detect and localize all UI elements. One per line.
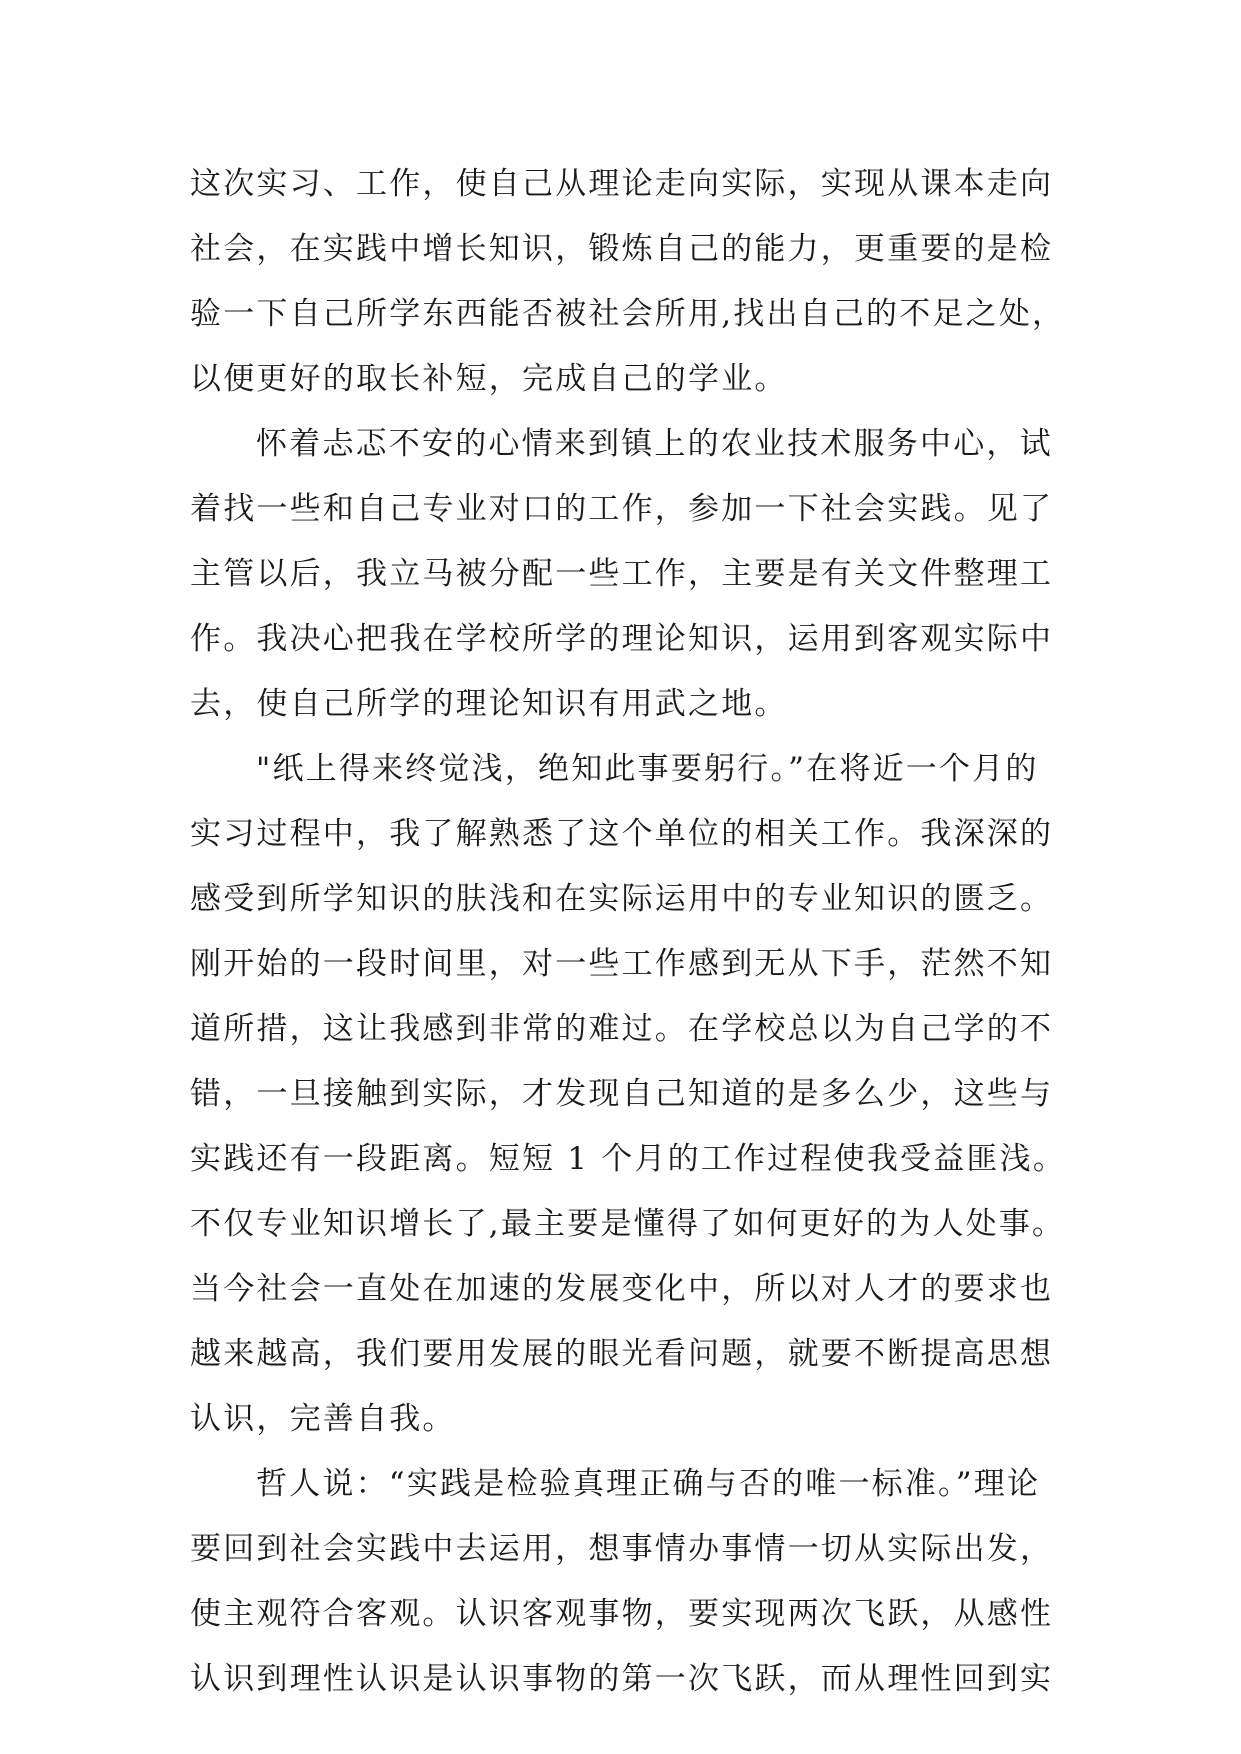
text-line: 作。我决心把我在学校所学的理论知识，运用到客观实际中 xyxy=(190,621,1054,657)
text-line: 着找一些和自己专业对口的工作，参加一下社会实践。见了 xyxy=(190,491,1054,527)
text-line: 感受到所学知识的肤浅和在实际运用中的专业知识的匮乏。 xyxy=(190,881,1054,917)
text-line: 越来越高，我们要用发展的眼光看问题，就要不断提高思想 xyxy=(190,1336,1054,1372)
text-line: 这次实习、工作，使自己从理论走向实际，实现从课本走向 xyxy=(190,166,1054,202)
text-line: 认识，完善自我。 xyxy=(190,1401,456,1437)
text-line: 实习过程中，我了解熟悉了这个单位的相关工作。我深深的 xyxy=(190,816,1054,852)
text-line: 社会，在实践中增长知识，锻炼自己的能力，更重要的是检 xyxy=(190,231,1054,267)
body-text xyxy=(190,152,1090,1712)
text-line: 使主观符合客观。认识客观事物，要实现两次飞跃，从感性 xyxy=(190,1596,1054,1632)
text-line: 哲人说：“实践是检验真理正确与否的唯一标准。”理论 xyxy=(256,1466,1041,1502)
text-line: 实践还有一段距离。短短 1 个月的工作过程使我受益匪浅。 xyxy=(190,1141,1067,1177)
text-line: 主管以后，我立马被分配一些工作，主要是有关文件整理工 xyxy=(190,556,1054,592)
text-line: 道所措，这让我感到非常的难过。在学校总以为自己学的不 xyxy=(190,1011,1054,1047)
text-line: 当今社会一直处在加速的发展变化中，所以对人才的要求也 xyxy=(190,1271,1054,1307)
text-line: 刚开始的一段时间里，对一些工作感到无从下手，茫然不知 xyxy=(190,946,1054,982)
text-line: 要回到社会实践中去运用，想事情办事情一切从实际出发， xyxy=(190,1531,1054,1567)
text-line: 验一下自己所学东西能否被社会所用,找出自己的不足之处， xyxy=(190,296,1066,332)
text-line: 以便更好的取长补短，完成自己的学业。 xyxy=(190,361,788,397)
text-line: 不仅专业知识增长了,最主要是懂得了如何更好的为人处事。 xyxy=(190,1206,1066,1242)
text-line: "纸上得来终觉浅，绝知此事要躬行。”在将近一个月的 xyxy=(256,751,1039,787)
text-line: 错，一旦接触到实际，才发现自己知道的是多么少，这些与 xyxy=(190,1076,1054,1112)
text-line: 去，使自己所学的理论知识有用武之地。 xyxy=(190,686,788,722)
text-line: 认识到理性认识是认识事物的第一次飞跃，而从理性回到实 xyxy=(190,1661,1054,1697)
text-line: 怀着忐忑不安的心情来到镇上的农业技术服务中心，试 xyxy=(256,426,1053,462)
